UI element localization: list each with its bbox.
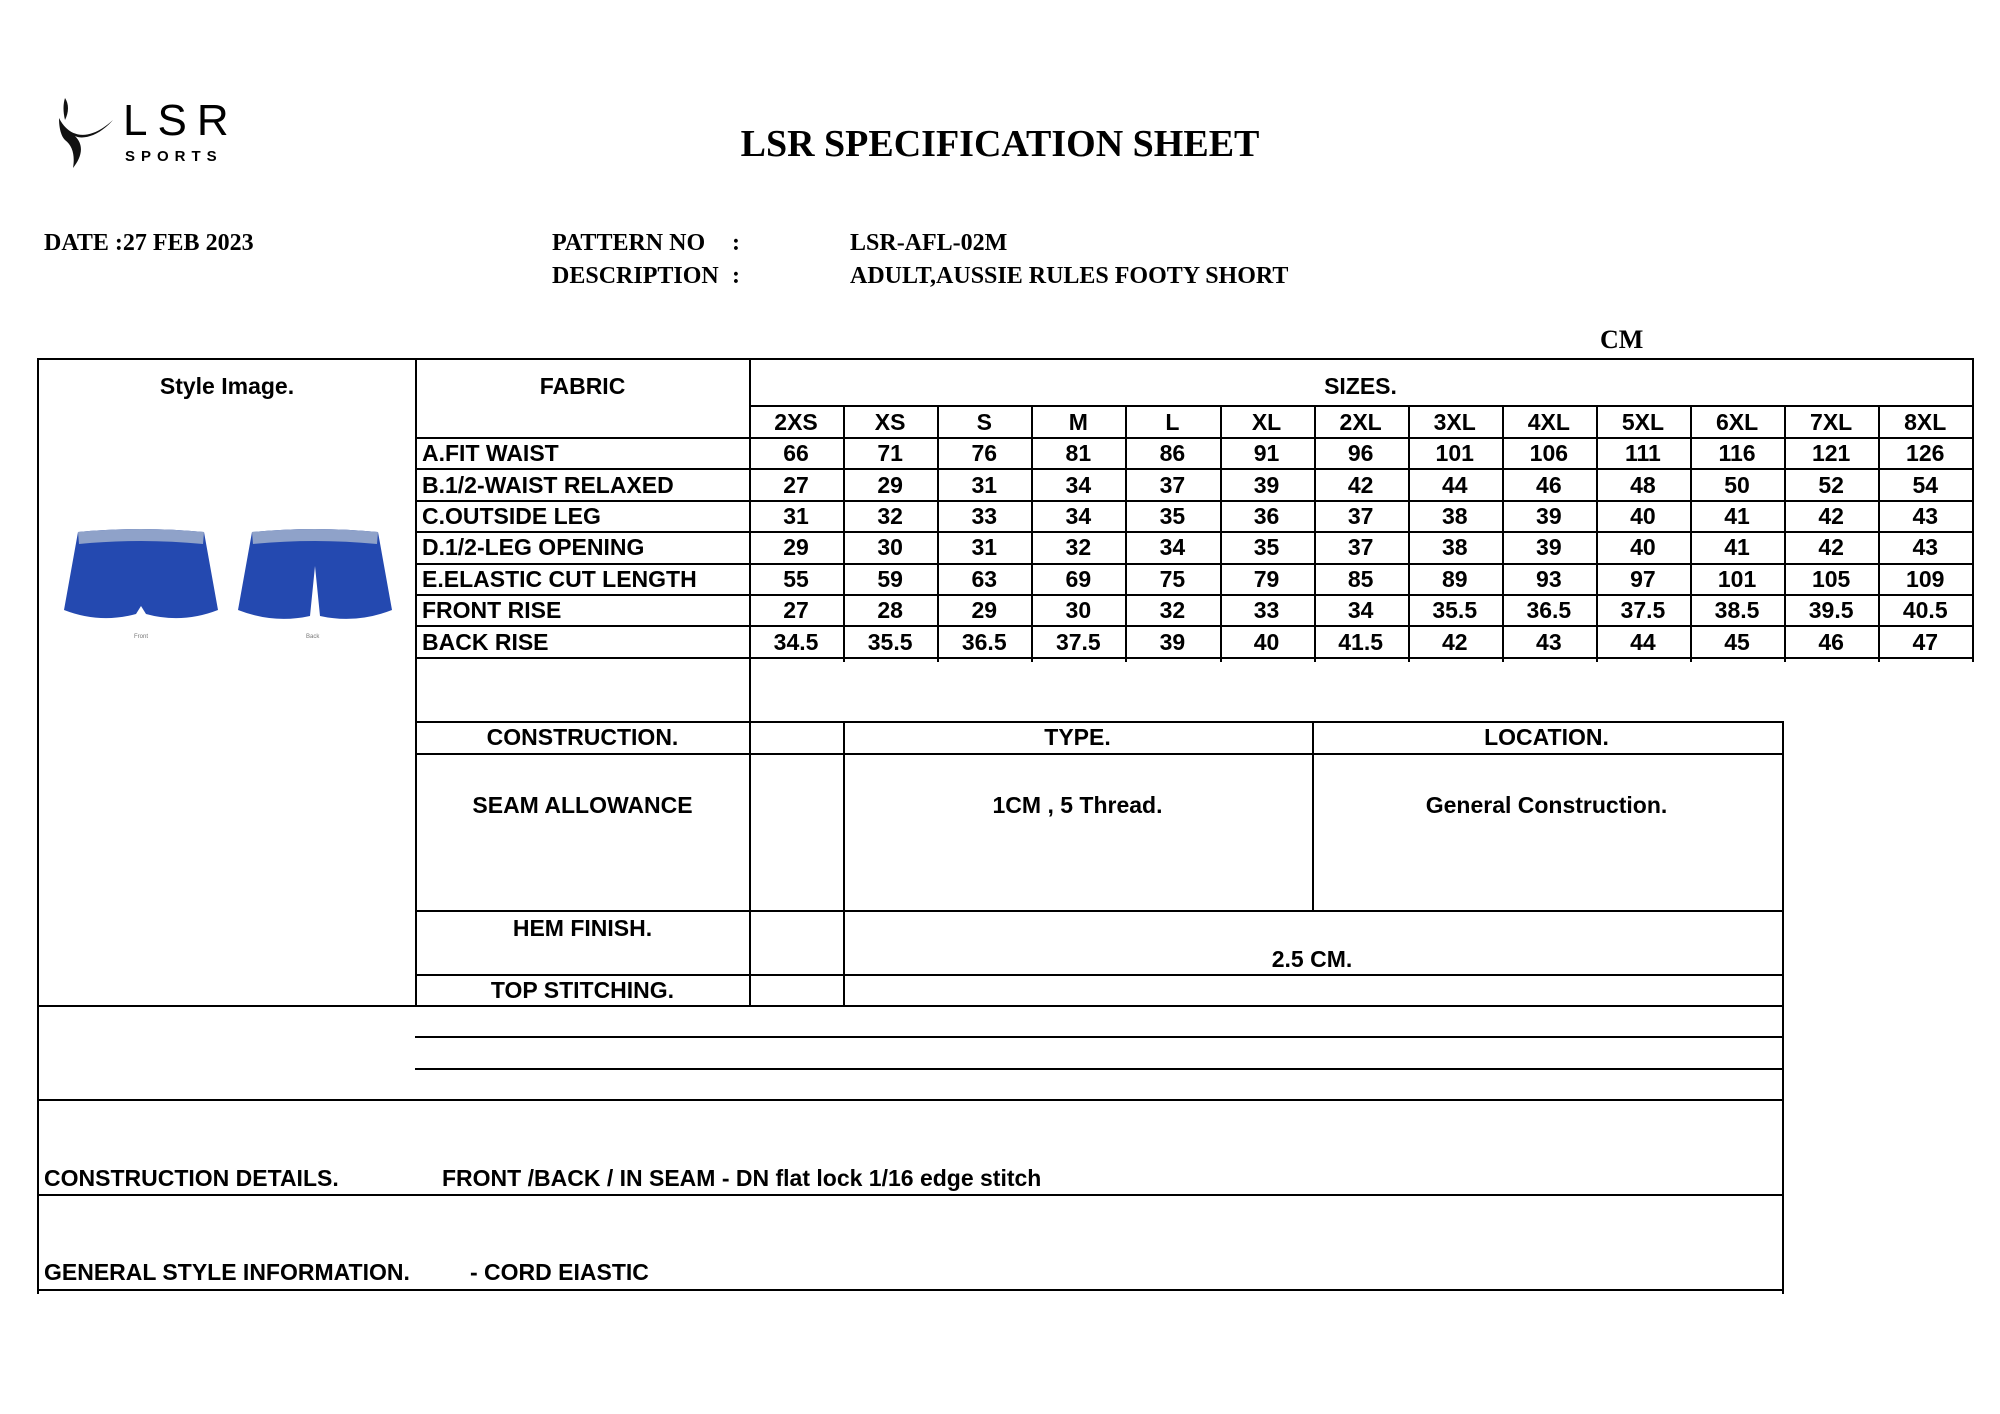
measurement-value: 71 xyxy=(877,440,903,467)
grid-line xyxy=(37,1099,1784,1101)
measurement-value: 36.5 xyxy=(961,628,1007,655)
hem-finish-label: HEM FINISH. xyxy=(512,914,653,941)
seam-location-value: General Construction. xyxy=(1425,791,1668,818)
size-header-cell: 2XL xyxy=(1339,408,1382,435)
measurement-value: 31 xyxy=(783,502,809,529)
measurement-value: 47 xyxy=(1912,628,1939,655)
measurement-value: 97 xyxy=(1630,565,1656,592)
measurement-value: 43 xyxy=(1912,502,1939,529)
measurement-value: 31 xyxy=(971,534,998,561)
measurement-value: 54 xyxy=(1912,471,1939,498)
measurement-value: 76 xyxy=(971,440,998,467)
measurement-value: 35 xyxy=(1253,534,1280,561)
measurement-value: 109 xyxy=(1906,565,1945,592)
measurement-value: 44 xyxy=(1630,628,1656,655)
size-header-cell: 8XL xyxy=(1904,408,1947,435)
measurement-value: 34 xyxy=(1065,502,1092,529)
type-heading: TYPE. xyxy=(1044,724,1111,750)
measurement-value: 34 xyxy=(1347,597,1374,624)
measurement-value: 85 xyxy=(1347,565,1374,592)
measurement-value: 32 xyxy=(877,502,903,529)
size-header-cell: 6XL xyxy=(1715,408,1759,435)
general-style-info-label: GENERAL STYLE INFORMATION. xyxy=(44,1259,410,1285)
measurement-value: 96 xyxy=(1347,440,1374,467)
measurement-label: E.ELASTIC CUT LENGTH xyxy=(422,565,697,592)
grid-line xyxy=(415,1036,1784,1038)
measurement-value: 39 xyxy=(1159,628,1186,655)
measurement-value: 40.5 xyxy=(1902,597,1948,624)
measurement-value: 41 xyxy=(1724,502,1750,529)
measurement-value: 37 xyxy=(1159,471,1186,498)
seam-allowance-label: SEAM ALLOWANCE xyxy=(472,791,693,818)
seam-type-value: 1CM , 5 Thread. xyxy=(992,791,1163,818)
measurement-value: 105 xyxy=(1811,565,1851,592)
measurement-value: 42 xyxy=(1347,471,1374,498)
construction-heading: CONSTRUCTION. xyxy=(486,724,679,750)
measurement-value: 42 xyxy=(1441,628,1468,655)
measurement-value: 81 xyxy=(1065,440,1092,467)
sizes-heading: SIZES. xyxy=(1324,372,1397,399)
fabric-heading: FABRIC xyxy=(539,372,626,399)
measurement-value: 106 xyxy=(1529,440,1569,467)
location-heading: LOCATION. xyxy=(1484,724,1609,750)
grid-line xyxy=(37,1194,1784,1196)
measurement-value: 66 xyxy=(783,440,809,467)
measurement-value: 75 xyxy=(1159,565,1186,592)
measurement-value: 39 xyxy=(1253,471,1280,498)
grid-line xyxy=(415,1068,1784,1070)
measurement-value: 32 xyxy=(1159,597,1186,624)
grid-line xyxy=(37,1005,1784,1007)
measurement-value: 63 xyxy=(971,565,998,592)
measurement-value: 101 xyxy=(1717,565,1757,592)
style-image-heading: Style Image. xyxy=(159,372,295,399)
measurement-label: BACK RISE xyxy=(422,628,549,655)
size-header-cell: 5XL xyxy=(1621,408,1665,435)
grid-line xyxy=(1782,721,1784,1294)
grid-line xyxy=(415,753,1784,755)
measurement-value: 41 xyxy=(1724,534,1750,561)
measurement-value: 43 xyxy=(1536,628,1562,655)
measurement-label: C.OUTSIDE LEG xyxy=(422,502,601,529)
measurement-value: 39 xyxy=(1536,534,1562,561)
measurement-value: 30 xyxy=(877,534,903,561)
measurement-value: 121 xyxy=(1811,440,1851,467)
top-stitching-label: TOP STITCHING. xyxy=(490,977,675,1003)
general-style-info-value: - CORD EIASTIC xyxy=(470,1259,649,1285)
measurement-value: 101 xyxy=(1435,440,1474,467)
measurement-value: 86 xyxy=(1159,440,1186,467)
size-header-cell: XS xyxy=(874,408,906,435)
measurement-value: 45 xyxy=(1724,628,1750,655)
measurement-value: 89 xyxy=(1441,565,1468,592)
measurement-value: 69 xyxy=(1065,565,1092,592)
description-separator: : xyxy=(732,263,740,289)
measurement-label: FRONT RISE xyxy=(422,597,562,624)
size-header-cell: XL xyxy=(1251,408,1282,435)
description-value: ADULT,AUSSIE RULES FOOTY SHORT xyxy=(850,263,1289,289)
measurement-value: 31 xyxy=(971,471,998,498)
measurement-value: 93 xyxy=(1536,565,1562,592)
measurement-value: 29 xyxy=(783,534,809,561)
measurement-value: 30 xyxy=(1065,597,1092,624)
measurement-value: 116 xyxy=(1718,440,1756,467)
hem-finish-value: 2.5 CM. xyxy=(1271,945,1353,972)
size-header-cell: 4XL xyxy=(1527,408,1570,435)
pattern-label: PATTERN NO xyxy=(552,230,706,256)
measurement-label: D.1/2-LEG OPENING xyxy=(422,534,645,561)
date-field: DATE :27 FEB 2023 xyxy=(44,230,254,256)
shorts-front-image xyxy=(62,526,220,628)
measurement-value: 33 xyxy=(971,502,998,529)
measurement-value: 59 xyxy=(877,565,903,592)
size-header-cell: 7XL xyxy=(1810,408,1853,435)
measurement-value: 39 xyxy=(1536,502,1562,529)
measurement-value: 39.5 xyxy=(1808,597,1854,624)
grid-line xyxy=(37,358,1974,360)
measurement-value: 37 xyxy=(1347,502,1374,529)
measurement-value: 37.5 xyxy=(1620,597,1666,624)
measurement-label: A.FIT WAIST xyxy=(422,440,559,467)
grid-line xyxy=(37,1289,1784,1291)
measurement-value: 35 xyxy=(1159,502,1186,529)
size-header-cell: M xyxy=(1068,408,1088,435)
measurement-value: 46 xyxy=(1818,628,1844,655)
size-header-cell: L xyxy=(1165,408,1180,435)
measurement-value: 111 xyxy=(1625,440,1661,467)
grid-line xyxy=(37,358,39,1294)
measurement-value: 28 xyxy=(877,597,903,624)
measurement-value: 29 xyxy=(877,471,903,498)
measurement-value: 37.5 xyxy=(1055,628,1101,655)
measurement-value: 40 xyxy=(1630,534,1656,561)
measurement-label: B.1/2-WAIST RELAXED xyxy=(422,471,674,498)
size-header-cell: S xyxy=(976,408,992,435)
measurement-value: 38 xyxy=(1441,534,1468,561)
pattern-value: LSR-AFL-02M xyxy=(850,230,1008,256)
measurement-value: 43 xyxy=(1912,534,1939,561)
measurement-value: 42 xyxy=(1818,502,1844,529)
construction-details-label: CONSTRUCTION DETAILS. xyxy=(44,1165,339,1191)
measurement-value: 36.5 xyxy=(1526,597,1572,624)
measurement-value: 42 xyxy=(1818,534,1844,561)
measurement-value: 34.5 xyxy=(773,628,819,655)
measurement-value: 35.5 xyxy=(867,628,913,655)
measurement-value: 34 xyxy=(1159,534,1186,561)
shorts-back-image xyxy=(236,526,394,628)
page-title: LSR SPECIFICATION SHEET xyxy=(740,123,1260,165)
back-caption: Back xyxy=(306,634,320,640)
pattern-separator: : xyxy=(732,230,740,256)
measurement-value: 27 xyxy=(783,597,809,624)
measurement-value: 46 xyxy=(1536,471,1562,498)
construction-details-value: FRONT /BACK / IN SEAM - DN flat lock 1/16 edge stitch xyxy=(442,1165,1042,1191)
measurement-value: 40 xyxy=(1630,502,1656,529)
measurement-value: 36 xyxy=(1253,502,1280,529)
measurement-value: 91 xyxy=(1253,440,1280,467)
measurement-value: 38.5 xyxy=(1714,597,1760,624)
measurement-value: 35.5 xyxy=(1432,597,1478,624)
unit-label: CM xyxy=(1600,325,1644,354)
description-label: DESCRIPTION xyxy=(552,263,719,289)
measurement-value: 37 xyxy=(1347,534,1374,561)
measurement-value: 52 xyxy=(1818,471,1844,498)
size-header-cell: 3XL xyxy=(1433,408,1476,435)
measurement-value: 55 xyxy=(783,565,809,592)
grid-line xyxy=(1972,358,1974,662)
size-header-cell: 2XS xyxy=(774,408,818,435)
measurement-value: 126 xyxy=(1906,440,1945,467)
measurement-value: 38 xyxy=(1441,502,1468,529)
measurement-value: 50 xyxy=(1724,471,1750,498)
measurement-value: 34 xyxy=(1065,471,1092,498)
measurement-value: 41.5 xyxy=(1338,628,1384,655)
measurement-value: 79 xyxy=(1253,565,1280,592)
measurement-value: 44 xyxy=(1441,471,1468,498)
measurement-value: 27 xyxy=(783,471,809,498)
logo-wordmark: LSR xyxy=(123,96,239,145)
measurement-value: 29 xyxy=(971,597,998,624)
measurement-value: 32 xyxy=(1065,534,1092,561)
measurement-value: 40 xyxy=(1253,628,1280,655)
logo-tagline: SPORTS xyxy=(125,148,223,165)
measurement-value: 48 xyxy=(1630,471,1656,498)
front-caption: Front xyxy=(134,634,149,640)
measurement-value: 33 xyxy=(1253,597,1280,624)
